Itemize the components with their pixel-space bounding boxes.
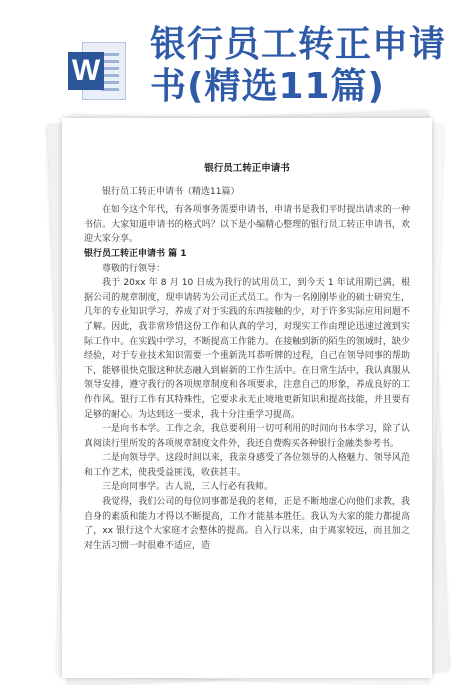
intro-paragraph: 在如今这个年代，有各项事务需要申请书，申请书是我们平时提出请求的一种书信。大家知道申请书的格式吗？以下是小编精心整理的银行员工转正申请书，欢迎大家分享。 [84, 205, 410, 245]
header-banner [0, 0, 474, 128]
document-page [62, 118, 432, 678]
document-subtitle: 银行员工转正申请书（精选11篇） [102, 186, 240, 197]
salutation: 尊敬的行领导： [102, 263, 166, 274]
banner-title: 银行员工转正申请书(精选11篇) [150, 24, 447, 107]
document-title: 银行员工转正申请书 [204, 163, 290, 174]
body-paragraph: 三是向同事学。古人说，三人行必有我师。 [102, 482, 274, 493]
body-paragraph: 一是向书本学。工作之余，我总要利用一切可利用的时间向书本学习，除了认真阅读行里所发的各项规章制度文件外，我还自费购买各种银行金融类参考书。 [84, 424, 410, 449]
body-paragraph: 我于 20xx 年 8 月 10 日成为我行的试用员工，到今天 1 年试用期已满，根据公司的规章制度，现申请转为公司正式员工。作为一名刚刚毕业的硕士研究生，几年的专业知识学习，养成了对于实践的东西接触的少，对于许多实际应用问题不了解。因此，我非常珍惜这份工作和认真的学习，对现实工作由理论迅速过渡到实际工作中。在实践中学习，不断提高工作能力。在接触到新的陌生的领域时，缺少经验，对于专业技术知识需要一个重新洗耳恭听牌的过程，自己在领导同事的帮助下，能够很快克服这种状态融入到崭新的工作生活中。在日常生活中，我认真服从领导安排，遵守我行的各项规章制度和各项要求，注意自己的形象，养成良好的工作作风。银行工作有其特殊性，它要求永无止境地更新知识和提高技能，并且要有足够的耐心。为达到这一要求，我十分注重学习提高。 [84, 278, 410, 420]
word-badge: W [68, 52, 104, 90]
body-paragraph: 二是向领导学。这段时间以来，我亲身感受了各位领导的人格魅力、领导风范和工作艺术，使我受益匪浅，收获甚丰。 [84, 453, 410, 478]
document-body [84, 162, 410, 553]
body-paragraph: 我觉得，我们公司的每位同事都是我的老师，正是不断地虚心向他们求教，我自身的素质和能力才得以不断提高，工作才能基本胜任。我认为大家的能力都提高了，xx 银行这个大家庭才会整体的提高。自入行以来，由于离家较远，而且加之对生活习惯一时很难不适应，造 [84, 497, 410, 551]
section-heading: 银行员工转正申请书 篇 1 [84, 248, 187, 259]
word-document-icon [68, 42, 126, 100]
